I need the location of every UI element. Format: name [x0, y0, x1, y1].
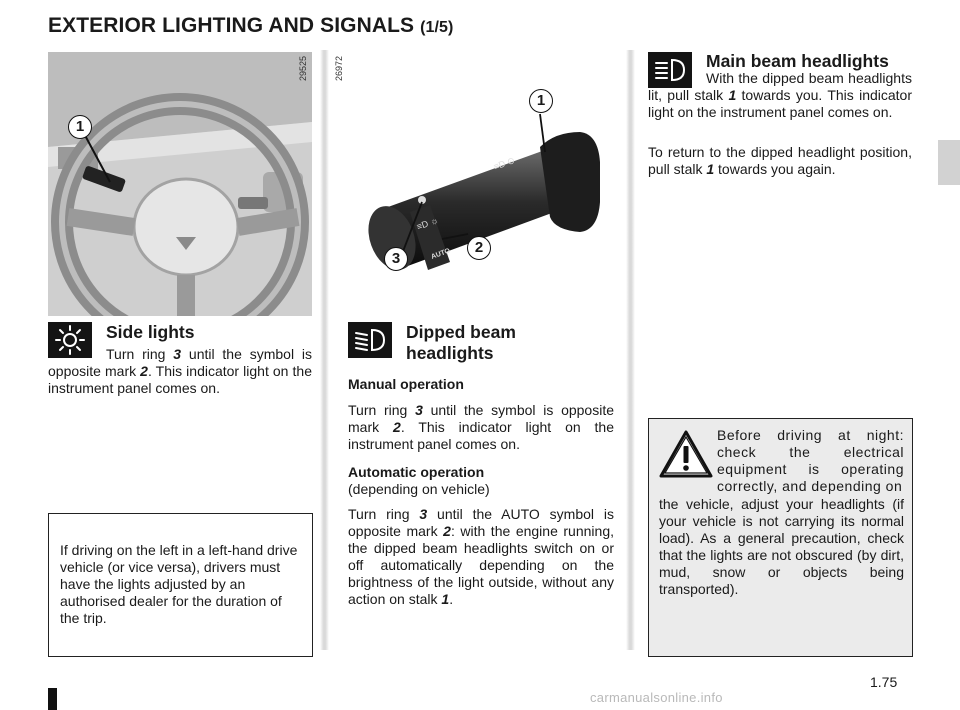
- manual-text-1: Turn ring: [348, 402, 416, 418]
- automatic-operation-title: Automatic operation: [348, 464, 485, 480]
- warning-triangle-icon: [659, 429, 713, 484]
- svg-text:≡D ⊙: ≡D ⊙: [492, 155, 517, 172]
- manual-text-2: until the symbol is opposite mark: [348, 402, 615, 435]
- column-divider-left: [320, 50, 329, 650]
- manual-ring-ref: 3: [415, 402, 423, 418]
- main-beam-p1-stalk-ref: 1: [728, 87, 737, 103]
- driving-side-note-text: If driving on the left in a left-hand drive vehicle (or vice versa), drivers must have the lights adjusted by an authorised dealer for the duration of the trip.: [60, 542, 298, 626]
- main-beam-p2-stalk-ref: 1: [706, 161, 715, 177]
- manual-operation-text: [348, 402, 614, 453]
- automatic-ring-ref: 3: [419, 506, 428, 522]
- wheel-callout-1: 1: [68, 115, 92, 139]
- page-number: 1.75: [870, 674, 898, 690]
- main-beam-p1-text-2: towards you. This indicator light on the instrument panel comes on.: [648, 87, 913, 120]
- stalk-photo-ref-code: 26972: [334, 56, 344, 82]
- stalk-callout-1: 1: [529, 89, 553, 113]
- wheel-photo-ref-code: 29525: [298, 56, 308, 82]
- side-lights-text-2: until the symbol is opposite mark: [48, 346, 312, 379]
- night-driving-warning-box: [648, 418, 913, 657]
- main-beam-text-2: [648, 144, 912, 178]
- automatic-text-2: until the AUTO symbol is opposite mark: [348, 506, 614, 539]
- steering-wheel-photo: [48, 52, 312, 316]
- side-lights-text: [48, 346, 312, 397]
- main-beam-p1-text-1: With the dipped beam headlights lit, pull stalk: [648, 70, 912, 103]
- driving-side-note-box: [48, 513, 313, 657]
- section-thumb-tab: [938, 140, 960, 185]
- watermark: carmanualsonline.info: [590, 690, 723, 705]
- dipped-beam-icon: [348, 322, 392, 358]
- main-beam-p2-text-2: towards you again.: [714, 161, 836, 177]
- automatic-operation-text: [348, 506, 614, 608]
- automatic-mark-ref: 2: [443, 523, 451, 539]
- warning-text-top: Before driving at night: check the electrical equipment is operating correctly, and depending on: [717, 427, 904, 494]
- footer-mark: [48, 688, 57, 710]
- side-lights-heading: Side lights: [106, 322, 195, 342]
- side-lights-mark-ref: 2: [140, 363, 148, 379]
- warning-text-bottom: the vehicle, adjust your headlights (if your vehicle is not carrying its normal load). As a general precaution, check that the lights are not obscured (by dirt, mud, snow or objects being transported).: [659, 496, 904, 597]
- automatic-text-1: Turn ring: [348, 506, 420, 522]
- automatic-text-4: .: [449, 591, 454, 607]
- dipped-beam-heading: Dipped beam headlights: [406, 322, 516, 363]
- page-part-indicator: (1/5): [420, 19, 454, 36]
- stalk-callout-2: 2: [467, 236, 491, 260]
- side-lights-text-1: Turn ring: [106, 346, 174, 362]
- stalk-callout-3: 3: [384, 247, 408, 271]
- page-title-text: EXTERIOR LIGHTING AND SIGNALS: [48, 14, 415, 37]
- side-lights-text-3: . This indicator light on the instrument panel comes on.: [48, 363, 312, 396]
- ring-auto-label: AUTO: [430, 247, 452, 261]
- lighting-stalk-photo: [330, 52, 622, 302]
- lighting-stalk-illustration: [330, 52, 622, 302]
- svg-text:≡D ☼: ≡D ☼: [415, 214, 440, 232]
- manual-operation-title: Manual operation: [348, 376, 464, 392]
- automatic-operation-subtitle: (depending on vehicle): [348, 481, 490, 497]
- main-beam-text-1: [648, 70, 912, 121]
- manual-mark-ref: 2: [393, 419, 401, 435]
- automatic-stalk-ref: 1: [441, 591, 450, 607]
- column-divider-right: [626, 50, 635, 650]
- manual-text-3: . This indicator light on the instrument panel comes on.: [348, 419, 615, 452]
- automatic-text-3: : with the engine running, the dipped beam headlights switch on or off automatically depending on the brightness of the light outside, without any action on stalk: [348, 523, 614, 607]
- main-beam-heading: Main beam headlights: [706, 51, 889, 71]
- main-beam-p2-text-1: To return to the dipped headlight position, pull stalk: [648, 144, 912, 177]
- page-title: [48, 14, 453, 38]
- side-lights-ring-ref: 3: [173, 346, 182, 362]
- steering-wheel-illustration: [48, 52, 312, 316]
